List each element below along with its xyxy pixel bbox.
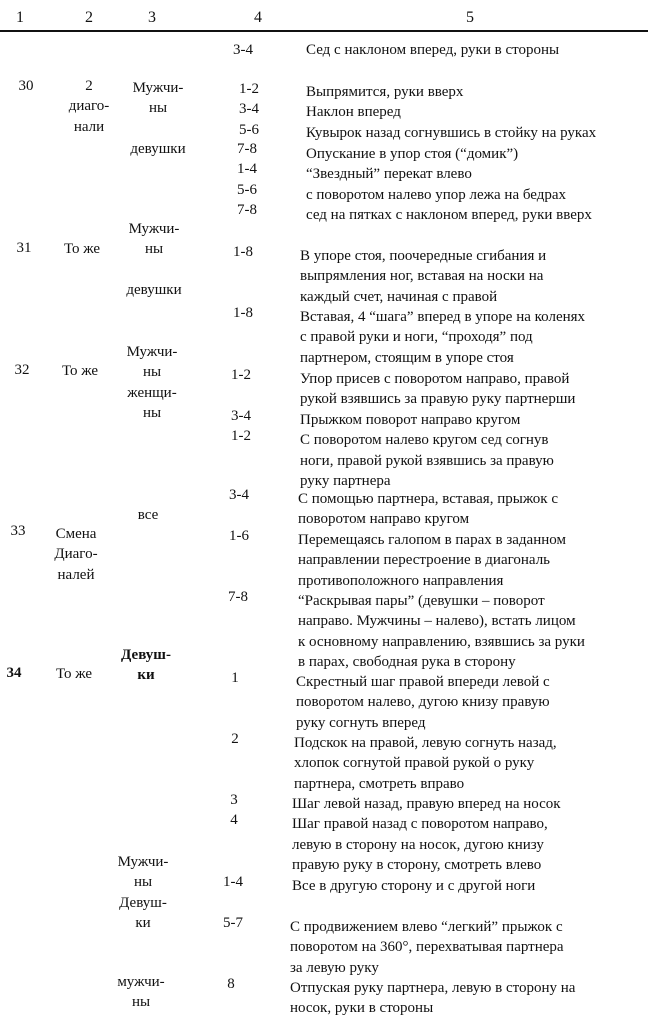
row-3-count: 1-8 [233,244,253,260]
row-13-description: С продвижением влево “легкий” прыжок с поворотом на 360°, перехватывая партнера за левую руку [290,919,564,976]
row-7-number: 33 [10,523,26,539]
row-2-count: 7-8 1-4 5-6 7-8 [237,141,257,219]
row-12-performers: Мужчи- ны Девуш- ки [117,854,169,932]
row-2-description: Опускание в упор стоя (“домик”) “Звездный” перекат влево с поворотом налево упор лежа на бедрах сед на пятках с наклоном вперед, руки вверх [306,146,592,224]
row-14-description: Отпуская руку партнера, левую в сторону на носок, руки в стороны [290,980,576,1017]
row-0-count: 3-4 [233,42,253,58]
row-5-performers: Мужчи- ны женщи- ны [126,344,178,422]
row-2-performers: девушки [130,141,186,157]
row-5-formation: То же [61,363,99,379]
row-14-count: 8 [227,976,235,992]
row-7-count: 1-6 [229,528,249,544]
row-10-count: 2 [231,731,239,747]
row-7-description: Перемещаясь галопом в парах в заданном направлении перестроение в диагональ противоположного направления [298,532,566,589]
row-11-count: 3 4 [230,792,238,829]
row-5-description: Упор присев с поворотом направо, правой рукой взявшись за правую руку партнерши Прыжком поворот направо кругом С поворотом налево кругом сед согнув ноги, правой рукой взявшись за правую руку партнера [300,371,576,490]
row-6-performers: все [137,507,159,523]
row-3-formation: То же [63,241,101,257]
row-1-formation: 2 диаго- нали [68,78,110,135]
row-1-description: Выпрямится, руки вверх Наклон вперед Кувырок назад согнувшись в стойку на руках [306,84,597,141]
header-col-5: 5 [466,9,474,26]
row-1-performers: Мужчи- ны [132,80,184,117]
header-col-3: 3 [148,9,156,26]
row-12-count: 1-4 [223,874,243,890]
row-9-performers: Девуш- ки [121,647,171,684]
row-5-count: 1-2 3-4 1-2 [231,367,251,445]
row-4-count: 1-8 [233,305,253,321]
row-3-performers: Мужчи- ны девушки [126,221,182,299]
header-col-4: 4 [254,9,262,26]
header-col-1: 1 [16,9,24,26]
row-8-description: “Раскрывая пары” (девушки – поворот направо. Мужчины – налево), встать лицом к основному направлению, взявшись за руки в парах, свободная рука в сторону [298,593,585,671]
row-11-description: Шаг левой назад, правую вперед на носок Шаг правой назад с поворотом направо, левую в сторону на носок, дугою книзу правую руку в сторону, смотреть влево [292,796,561,874]
row-9-count: 1 [231,670,239,686]
row-8-count: 7-8 [228,589,248,605]
header-col-2: 2 [85,9,93,26]
header-rule [0,30,648,32]
row-1-count: 1-2 3-4 5-6 [239,81,259,138]
row-14-performers: мужчи- ны [117,974,165,1011]
row-9-description: Скрестный шаг правой впереди левой с поворотом налево, дугою книзу правую руку согнуть вперед [296,674,550,731]
row-6-count: 3-4 [229,487,249,503]
row-6-description: С помощью партнера, вставая, прыжок с поворотом направо кругом [298,491,559,528]
row-10-description: Подскок на правой, левую согнуть назад, хлопок согнутой правой рукой о руку партнера, смотреть вправо [294,735,557,792]
row-3-description: В упоре стоя, поочередные сгибания и выпрямления ног, вставая на носки на каждый счет, начиная с правой [300,248,547,305]
row-3-number: 31 [16,240,32,256]
row-12-description: Все в другую сторону и с другой ноги [292,878,536,894]
row-4-description: Вставая, 4 “шага” вперед в упоре на коленях с правой руки и ноги, “проходя” под партнером, стоящим в упоре стоя [300,309,586,366]
row-7-formation: Смена Диаго- налей [54,526,98,583]
row-0-description: Сед с наклоном вперед, руки в стороны [306,42,560,58]
row-9-number: 34 [6,665,22,681]
row-5-number: 32 [14,362,30,378]
row-9-formation: То же [55,666,93,682]
row-13-count: 5-7 [223,915,243,931]
row-1-number: 30 [18,78,34,94]
